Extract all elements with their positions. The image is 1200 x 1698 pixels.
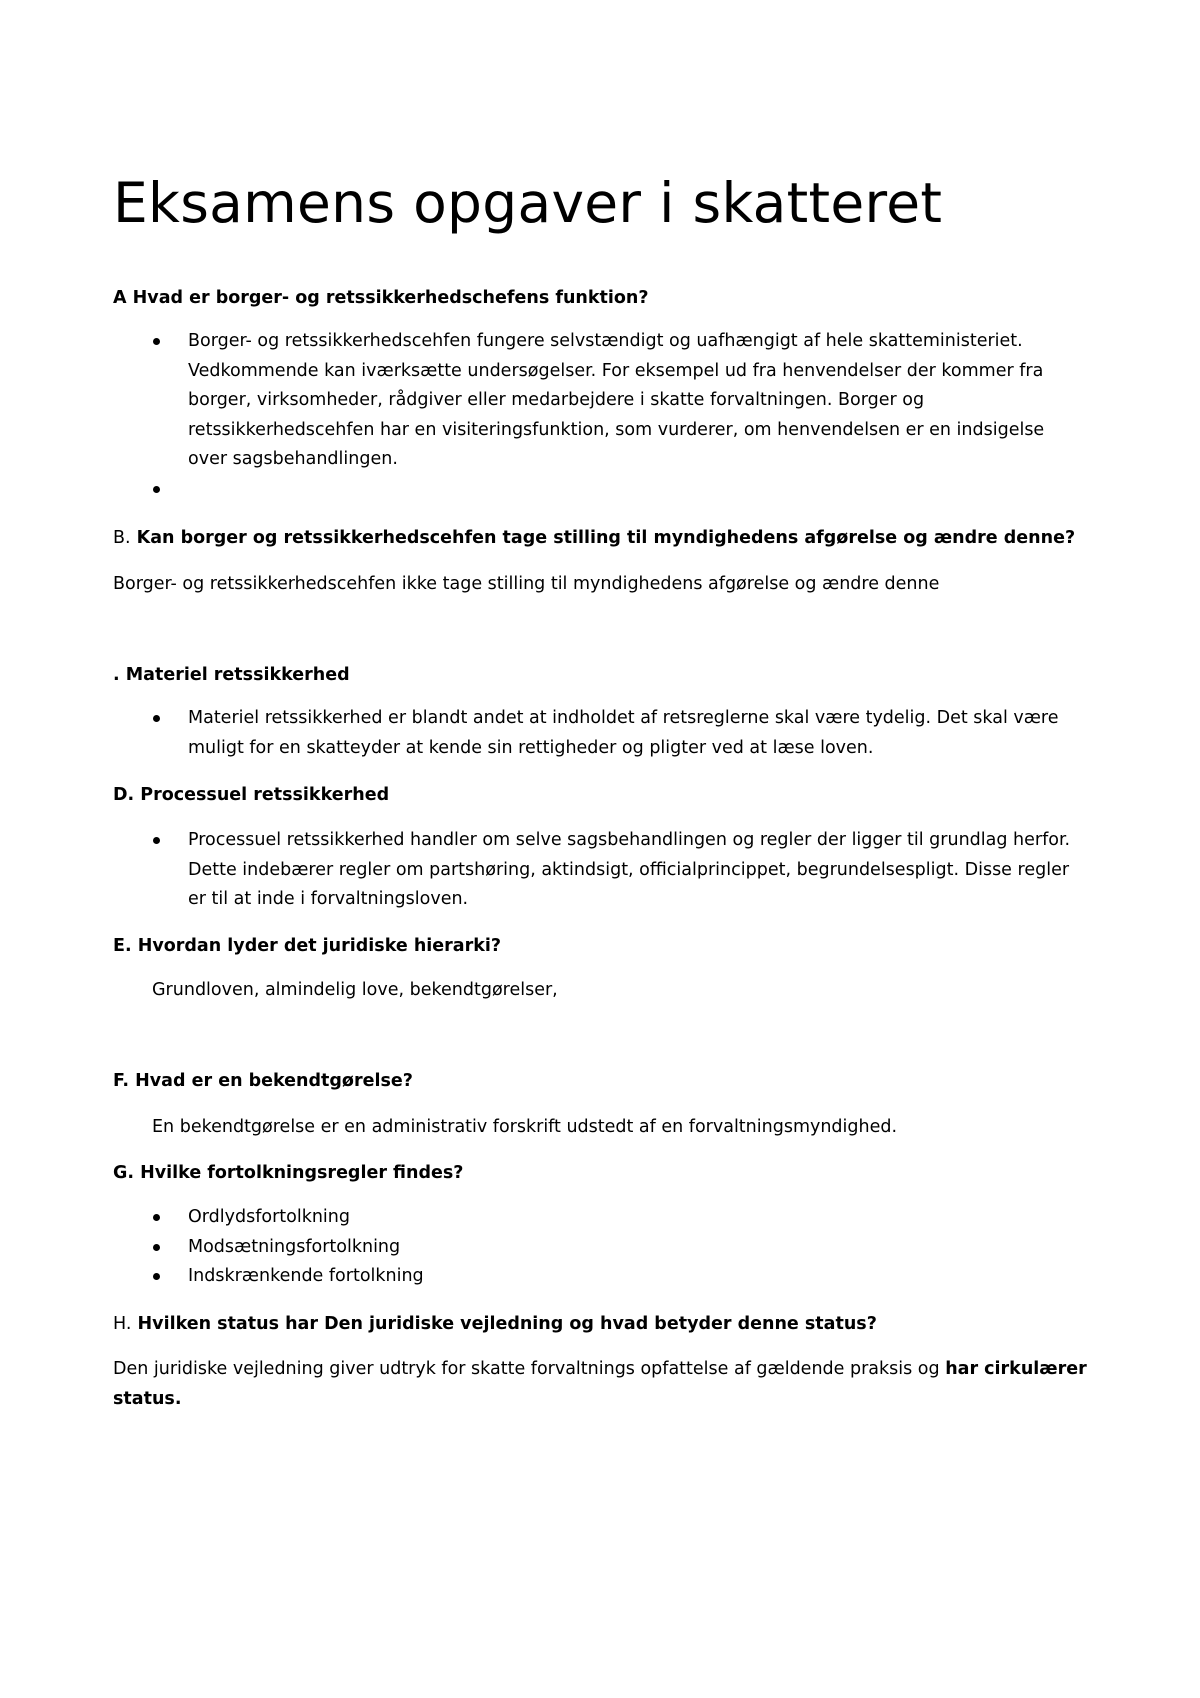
document-title: Eksamens opgaver i skatteret: [113, 171, 943, 235]
question-h-text: Hvilken status har Den juridiske vejledning og hvad betyder denne status?: [131, 1314, 877, 1334]
bullet-icon: [153, 1214, 160, 1221]
text-line: Processuel retssikkerhed handler om selve sagsbehandlingen og regler der ligger til grundlag herfor.: [188, 830, 1071, 850]
list-item: [150, 475, 1044, 505]
section-d-bullets: [150, 826, 1070, 915]
answer-e: Grundloven, almindelig love, bekendtgørelser,: [152, 980, 558, 1000]
text-line: retssikkerhedscehfen har en visiteringsfunktion, som vurderer, om henvendelsen er en indsigelse: [188, 419, 1045, 440]
list-item: [150, 1233, 424, 1263]
answer-h: [113, 1355, 1087, 1414]
question-b-prefix: B.: [113, 528, 131, 548]
section-g-bullets: [150, 1203, 424, 1292]
question-b: [113, 525, 1075, 551]
answer-h-bold-line2: status.: [113, 1388, 182, 1409]
bullet-icon: [153, 715, 160, 722]
text-line: Vedkommende kan iværksætte undersøgelser. For eksempel ud fra henvendelser der kommer fra: [188, 360, 1044, 381]
answer-b: Borger- og retssikkerhedscehfen ikke tage stilling til myndighedens afgørelse og ændre denne: [113, 574, 940, 594]
text-line: Modsætningsfortolkning: [188, 1236, 401, 1257]
question-f: F. Hvad er en bekendtgørelse?: [113, 1071, 413, 1091]
text-line: muligt for en skatteyder at kende sin rettigheder og pligter ved at læse loven.: [188, 737, 874, 758]
list-item: [150, 704, 1059, 763]
text-line: er til at inde i forvaltningsloven.: [188, 889, 469, 909]
answer-f: En bekendtgørelse er en administrativ forskrift udstedt af en forvaltningsmyndighed.: [152, 1117, 898, 1137]
question-d: D. Processuel retssikkerhed: [113, 785, 390, 805]
text-line: Dette indebærer regler om partshøring, aktindsigt, officialprincippet, begrundelsespligt. Disse regler: [188, 859, 1070, 880]
question-h-prefix: H.: [113, 1314, 132, 1334]
text-line: Ordlydsfortolkning: [188, 1207, 350, 1227]
question-h: [113, 1311, 877, 1337]
text-line: Borger- og retssikkerhedscehfen fungere selvstændigt og uafhængigt af hele skatteministeriet.: [188, 331, 1023, 351]
text-line: borger, virksomheder, rådgiver eller medarbejdere i skatte forvaltningen. Borger og: [188, 390, 925, 410]
section-c-bullets: [150, 704, 1059, 763]
question-e: E. Hvordan lyder det juridiske hierarki?: [113, 936, 502, 956]
bullet-icon: [153, 486, 160, 493]
list-item: [150, 1262, 424, 1292]
question-b-text: Kan borger og retssikkerhedscehfen tage stilling til myndighedens afgørelse og ændre denne?: [130, 528, 1076, 548]
question-a: A Hvad er borger- og retssikkerhedschefens funktion?: [113, 288, 649, 308]
list-item: [150, 1203, 424, 1233]
section-a-bullets: [150, 327, 1044, 504]
bullet-icon: [153, 1273, 160, 1280]
question-g: G. Hvilke fortolkningsregler findes?: [113, 1163, 464, 1183]
bullet-icon: [153, 1244, 160, 1251]
answer-h-plain: Den juridiske vejledning giver udtryk for skatte forvaltnings opfattelse af gældende praksis og: [113, 1359, 946, 1379]
text-line: [113, 1355, 1087, 1385]
text-line: over sagsbehandlingen.: [188, 449, 398, 469]
answer-h-bold: har cirkulærer: [945, 1359, 1087, 1379]
bullet-icon: [153, 837, 160, 844]
bullet-icon: [153, 338, 160, 345]
list-item: [150, 327, 1044, 475]
list-item: [150, 826, 1070, 915]
question-c: . Materiel retssikkerhed: [113, 665, 350, 685]
text-line: Indskrænkende fortolkning: [188, 1266, 424, 1286]
text-line: Materiel retssikkerhed er blandt andet at indholdet af retsreglerne skal være tydelig. Det skal være: [188, 708, 1059, 728]
